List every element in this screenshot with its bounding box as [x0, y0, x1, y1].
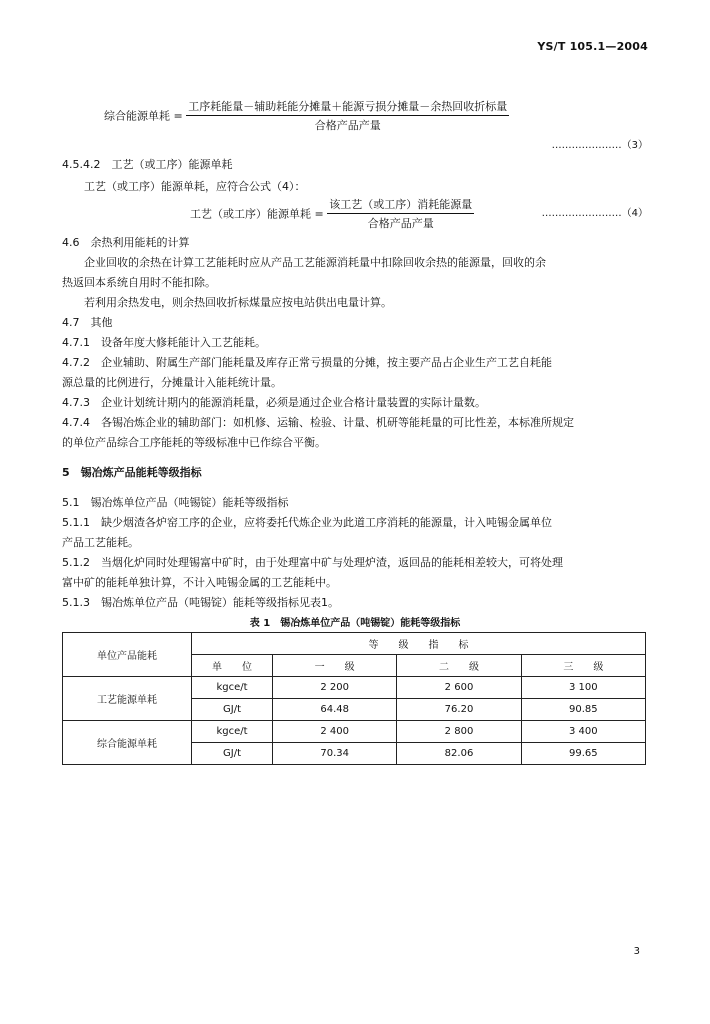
table-head-grade-3: 三 级: [521, 655, 645, 677]
section-4-7-1: 4.7.1 设备年度大修耗能计入工艺能耗。: [62, 336, 266, 349]
table-cell: 2 600: [397, 677, 521, 699]
table-cell-unit: kgce/t: [192, 721, 273, 743]
table-cell: 2 200: [273, 677, 397, 699]
table-1-caption: 表 1 锡冶炼单位产品（吨锡锭）能耗等级指标: [249, 618, 461, 629]
table-head-item: 单位产品能耗: [63, 633, 192, 677]
formula-3-denominator: 合格产品产量: [314, 119, 381, 132]
table-cell: 99.65: [521, 743, 645, 765]
section-5-1-1-line2: 产品工艺能耗。: [62, 536, 139, 549]
table-row: [63, 721, 646, 743]
page-number: 3: [633, 946, 640, 957]
formula-4-lhs: 工艺（或工序）能源单耗 =: [190, 207, 324, 221]
section-4-5-4-2-intro: 工艺（或工序）能源单耗，应符合公式（4）：: [84, 180, 306, 193]
table-cell: 3 400: [521, 721, 645, 743]
table-1: [62, 632, 646, 765]
standard-code: YS/T 105.1—2004: [537, 40, 648, 53]
table-cell: 90.85: [521, 699, 645, 721]
section-5-1-heading: 5.1 锡冶炼单位产品（吨锡锭）能耗等级指标: [62, 496, 289, 509]
section-4-7-4-line2: 的单位产品综合工序能耗的等级标准中已作综合平衡。: [62, 436, 326, 449]
section-4-6-para1-line1: 企业回收的余热在计算工艺能耗时应从产品工艺能源消耗量中扣除回收余热的能源量，回收的余: [84, 256, 546, 269]
table-cell-unit: GJ/t: [192, 743, 273, 765]
section-4-7-2-line2: 源总量的比例进行，分摊量计入能耗统计量。: [62, 376, 282, 389]
section-4-7-heading: 4.7 其他: [62, 316, 113, 329]
section-4-6-para1-line2: 热返回本系统自用时不能扣除。: [62, 276, 216, 289]
section-5-1-3: 5.1.3 锡冶炼单位产品（吨锡锭）能耗等级指标见表1。: [62, 596, 339, 609]
table-head-unit: 单 位: [192, 655, 273, 677]
table-head-grade-1: 一 级: [273, 655, 397, 677]
table-cell: 2 800: [397, 721, 521, 743]
formula-3-numerator: 工序耗能量－辅助耗能分摊量＋能源亏损分摊量－余热回收折标量: [186, 98, 509, 116]
formula-4-denominator: 合格产品产量: [367, 217, 434, 230]
table-row: [63, 677, 646, 699]
table-cell: 3 100: [521, 677, 645, 699]
section-4-5-4-2-heading: 4.5.4.2 工艺（或工序）能源单耗: [62, 158, 233, 171]
formula-4-number: ……………………（4）: [541, 208, 648, 219]
section-4-6-heading: 4.6 余热利用能耗的计算: [62, 236, 190, 249]
section-5-heading: 5 锡冶炼产品能耗等级指标: [62, 466, 202, 479]
formula-4-numerator: 该工艺（或工序）消耗能源量: [327, 196, 474, 214]
table-cell-unit: GJ/t: [192, 699, 273, 721]
formula-3-lhs: 综合能源单耗 =: [104, 109, 183, 123]
table-cell: 70.34: [273, 743, 397, 765]
table-cell: 76.20: [397, 699, 521, 721]
formula-4: [190, 196, 474, 231]
section-4-7-4-line1: 4.7.4 各锡冶炼企业的辅助部门：如机修、运输、检验、计量、机研等能耗量的可比性差，本标准所规定: [62, 416, 574, 429]
formula-3-number: …………………（3）: [551, 140, 648, 151]
table-head-grade-2: 二 级: [397, 655, 521, 677]
section-4-7-3: 4.7.3 企业计划统计期内的能源消耗量，必须是通过企业合格计量装置的实际计量数。: [62, 396, 486, 409]
table-cell-unit: kgce/t: [192, 677, 273, 699]
table-row-name: 综合能源单耗: [63, 721, 192, 765]
table-row-name: 工艺能源单耗: [63, 677, 192, 721]
table-cell: 2 400: [273, 721, 397, 743]
section-5-1-2-line1: 5.1.2 当烟化炉同时处理锡富中矿时，由于处理富中矿与处理炉渣，返回品的能耗相差较大，可将处理: [62, 556, 563, 569]
formula-3: [104, 98, 509, 133]
table-head-grade: 等 级 指 标: [192, 633, 646, 655]
table-cell: 82.06: [397, 743, 521, 765]
section-5-1-2-line2: 富中矿的能耗单独计算，不计入吨锡金属的工艺能耗中。: [62, 576, 337, 589]
section-4-6-para2: 若利用余热发电，则余热回收折标煤量应按电站供出电量计算。: [84, 296, 392, 309]
section-4-7-2-line1: 4.7.2 企业辅助、附属生产部门能耗量及库存正常亏损量的分摊，按主要产品占企业生产工艺自耗能: [62, 356, 552, 369]
table-cell: 64.48: [273, 699, 397, 721]
section-5-1-1-line1: 5.1.1 缺少烟渣各炉窑工序的企业，应将委托代炼企业为此道工序消耗的能源量，计入吨锡金属单位: [62, 516, 552, 529]
